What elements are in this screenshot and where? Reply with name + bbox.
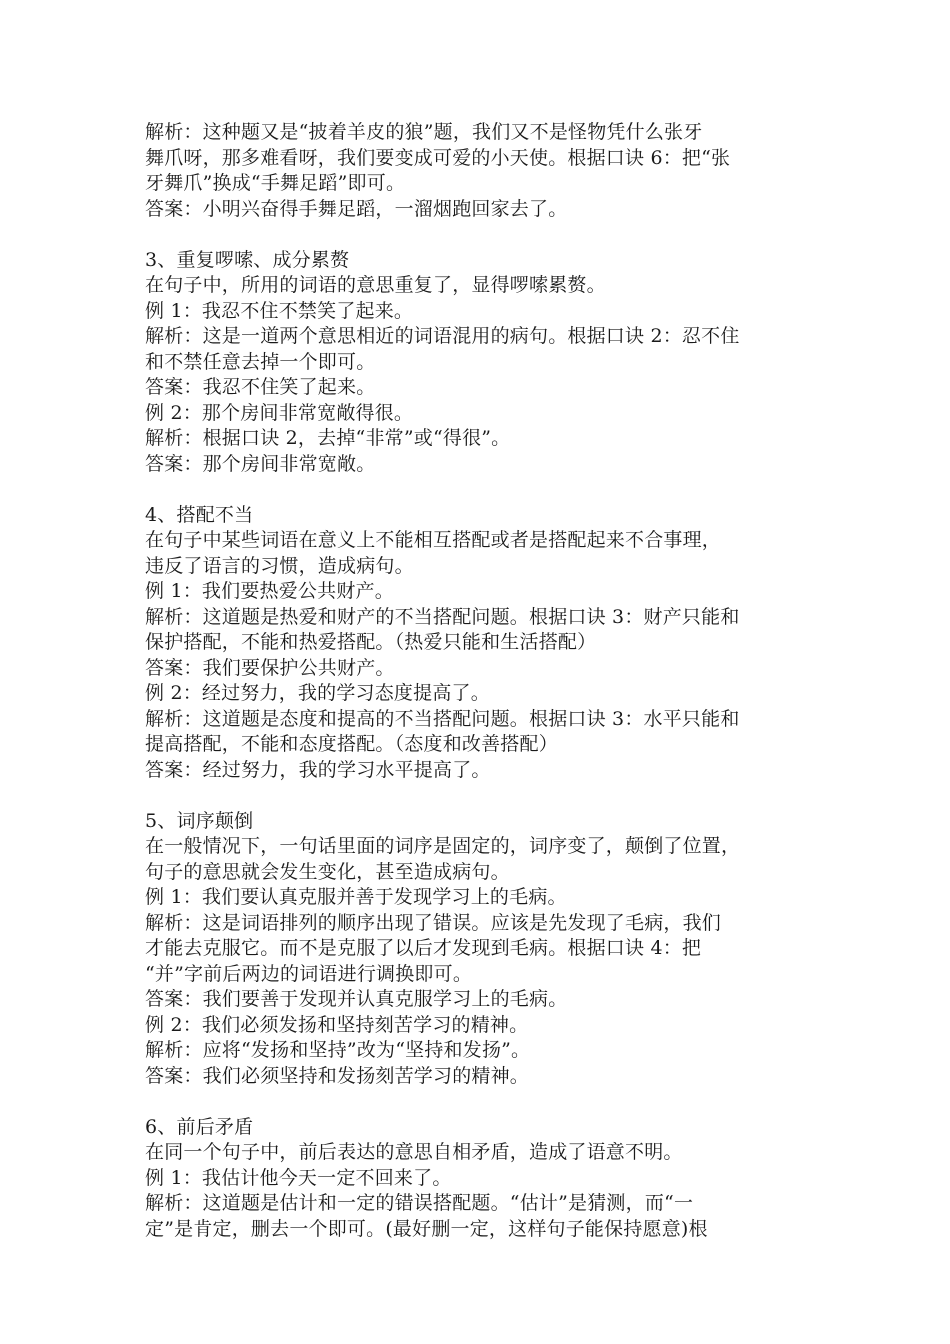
text-line: 保护搭配，不能和热爱搭配。（热爱只能和生活搭配） [145, 631, 597, 653]
text-line: 答案：小明兴奋得手舞足蹈，一溜烟跑回家去了。 [145, 197, 568, 220]
text-line: 才能去克服它。而不是克服了以后才发现到毛病。根据口诀 4：把 [145, 937, 702, 959]
text-line: 解析：这道题是估计和一定的错误搭配题。“估计”是猜测，而“一 [145, 1192, 694, 1214]
blank-line [145, 1089, 810, 1115]
text-line: 例 1：我们要认真克服并善于发现学习上的毛病。 [145, 886, 567, 908]
text-line: 在同一个句子中，前后表达的意思自相矛盾，造成了语意不明。 [145, 1141, 683, 1163]
text-line: 舞爪呀，那多难看呀，我们要变成可爱的小天使。根据口诀 6：把“张 [145, 146, 731, 169]
text-line: 在一般情况下，一句话里面的词序是固定的，词序变了，颠倒了位置， [145, 835, 741, 857]
text-line: 在句子中，所用的词语的意思重复了，显得啰嗦累赘。 [145, 274, 606, 296]
text-line: 例 2：我们必须发扬和坚持刻苦学习的精神。 [145, 1013, 529, 1036]
section-heading: 4、搭配不当 [145, 503, 254, 526]
text-line: 定”是肯定，删去一个即可。(最好删一定，这样句子能保持愿意)根 [145, 1217, 708, 1240]
blank-line [145, 783, 810, 809]
text-line: 答案：我忍不住笑了起来。 [145, 376, 376, 398]
section-heading: 3、重复啰嗦、成分累赘 [145, 248, 350, 271]
section-heading: 6、前后矛盾 [145, 1115, 254, 1138]
text-line: 解析：这是词语排列的顺序出现了错误。应该是先发现了毛病，我们 [145, 911, 722, 934]
blank-line [145, 477, 810, 503]
text-line: 解析：应将“发扬和坚持”改为“坚持和发扬”。 [145, 1039, 531, 1061]
text-line: 在句子中某些词语在意义上不能相互搭配或者是搭配起来不合事理， [145, 529, 722, 551]
text-line: 答案：那个房间非常宽敞。 [145, 452, 376, 475]
text-line: 例 1：我估计他今天一定不回来了。 [145, 1166, 452, 1189]
text-line: 解析：这是一道两个意思相近的词语混用的病句。根据口诀 2：忍不住 [145, 325, 740, 347]
text-line: 答案：经过努力，我的学习水平提高了。 [145, 758, 491, 781]
text-line: 解析：这道题是态度和提高的不当搭配问题。根据口诀 3：水平只能和 [145, 707, 740, 730]
text-line: 例 2：经过努力，我的学习态度提高了。 [145, 682, 490, 704]
text-line: 解析：这道题是热爱和财产的不当搭配问题。根据口诀 3：财产只能和 [145, 605, 740, 628]
text-line: 牙舞爪”换成“手舞足蹈”即可。 [145, 172, 406, 194]
text-line: 解析：根据口诀 2，去掉“非常”或“得很”。 [145, 427, 511, 449]
text-line: 例 1：我忍不住不禁笑了起来。 [145, 299, 414, 322]
text-line: 提高搭配，不能和态度搭配。（态度和改善搭配） [145, 733, 558, 755]
text-line: 答案：我们要保护公共财产。 [145, 656, 395, 679]
section-heading: 5、词序颠倒 [145, 809, 254, 832]
text-line: 句子的意思就会发生变化，甚至造成病句。 [145, 860, 510, 883]
text-line: 和不禁任意去掉一个即可。 [145, 350, 376, 373]
text-line: 违反了语言的习惯，造成病句。 [145, 554, 414, 577]
text-line: 解析：这种题又是“披着羊皮的狼”题，我们又不是怪物凭什么张牙 [145, 121, 703, 143]
text-line: “并”字前后两边的词语进行调换即可。 [145, 962, 473, 985]
text-line: 答案：我们必须坚持和发扬刻苦学习的精神。 [145, 1064, 530, 1087]
blank-line [145, 222, 810, 248]
text-line: 答案：我们要善于发现并认真克服学习上的毛病。 [145, 988, 568, 1010]
text-line: 例 1：我们要热爱公共财产。 [145, 580, 394, 602]
text-line: 例 2：那个房间非常宽敞得很。 [145, 401, 414, 424]
document-page [145, 120, 810, 1242]
